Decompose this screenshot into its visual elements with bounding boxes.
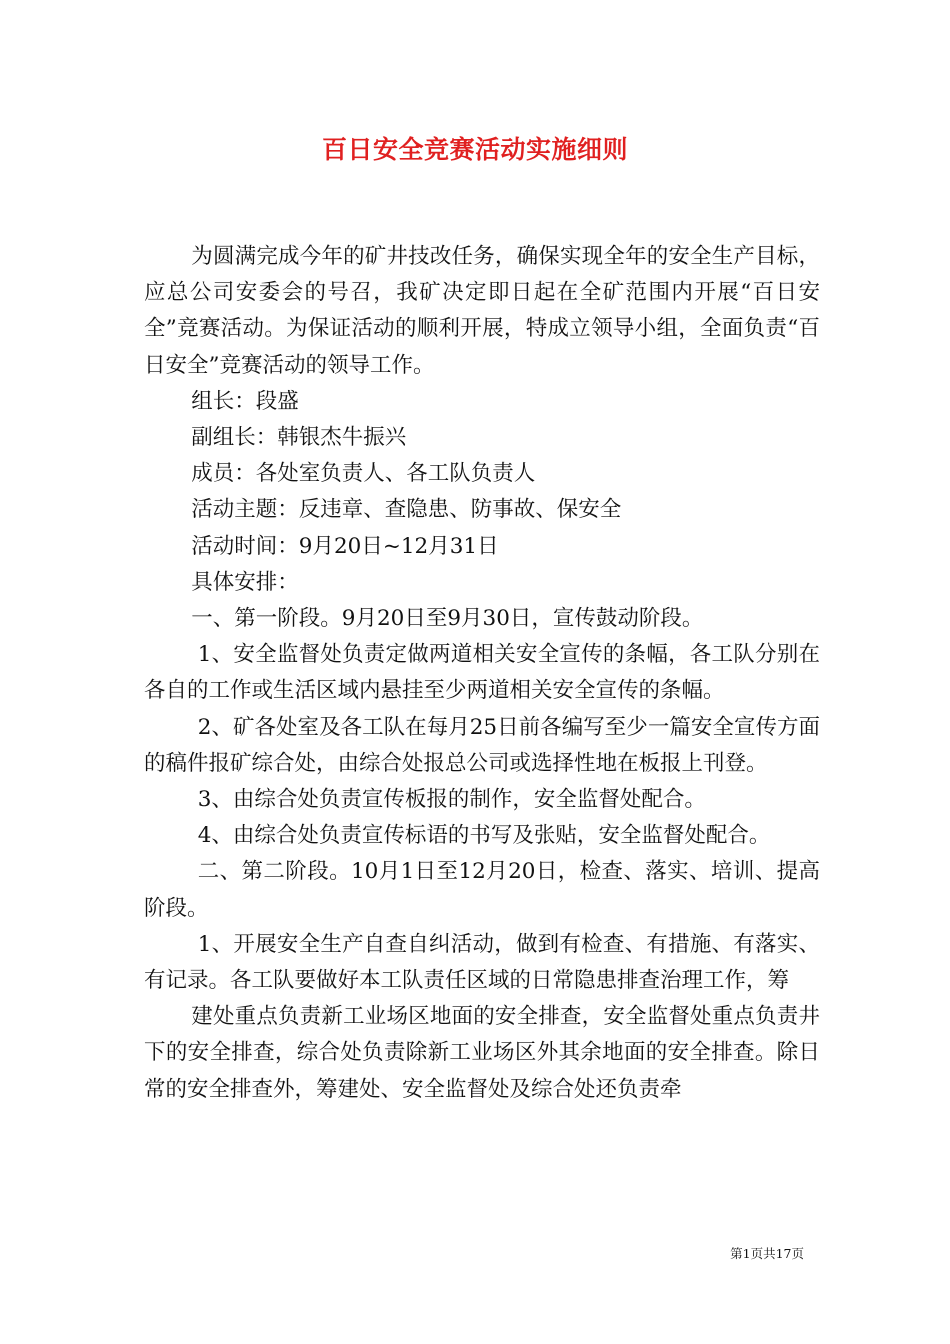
paragraph-stage-two-item-1: 1、开展安全生产自查自纠活动，做到有检查、有措施、有落实、有记录。各工队要做好本工队责任区域的日常隐患排查治理工作，筹 [144, 931, 820, 994]
page-title: 百日安全竞赛活动实施细则 [321, 135, 628, 164]
paragraph-deputy-leader: 副组长：韩银杰牛振兴 [191, 425, 407, 451]
paragraph-stage-one-item-3: 3、由综合处负责宣传板报的制作，安全监督处配合。 [197, 787, 706, 813]
paragraph-stage-two-continued: 建处重点负责新工业场区地面的安全排查，安全监督处重点负责井下的安全排查，综合处负责除新工业场区外其余地面的安全排查。除日常的安全排查外，筹建处、安全监督处及综合处还负责牵 [144, 1004, 820, 1102]
paragraph-stage-one: 一、第一阶段。9月20日至9月30日，宣传鼓动阶段。 [191, 606, 704, 632]
paragraph-stage-two: 二、第二阶段。10月1日至12月20日，检查、落实、培训、提高阶段。 [144, 859, 820, 921]
paragraph-stage-one-item-1: 1、安全监督处负责定做两道相关安全宣传的条幅，各工队分别在各自的工作或生活区域内悬挂至少两道相关安全宣传的条幅。 [144, 642, 820, 704]
paragraph-theme: 活动主题：反违章、查隐患、防事故、保安全 [191, 497, 622, 523]
paragraph-stage-one-item-4: 4、由综合处负责宣传标语的书写及张贴，安全监督处配合。 [197, 823, 771, 849]
paragraph-arrangement: 具体安排： [191, 569, 299, 595]
paragraph-members: 成员：各处室负责人、各工队负责人 [191, 461, 536, 487]
page-number: 第1页共17页 [730, 1246, 804, 1261]
document-body [144, 239, 820, 1108]
paragraph-period: 活动时间：9月20日~12月31日 [191, 533, 499, 559]
paragraph-intro: 为圆满完成今年的矿井技改任务，确保实现全年的安全生产目标，应总公司安委会的号召，我矿决定即日起在全矿范围内开展“百日安全”竞赛活动。为保证活动的顺利开展，特成立领导小组，全面负责“百日安全”竞赛活动的领导工作。 [144, 244, 820, 378]
paragraph-stage-one-item-2: 2、矿各处室及各工队在每月25日前各编写至少一篇安全宣传方面的稿件报矿综合处，由综合处报总公司或选择性地在板报上刊登。 [144, 714, 820, 776]
paragraph-leader: 组长：段盛 [191, 388, 299, 414]
